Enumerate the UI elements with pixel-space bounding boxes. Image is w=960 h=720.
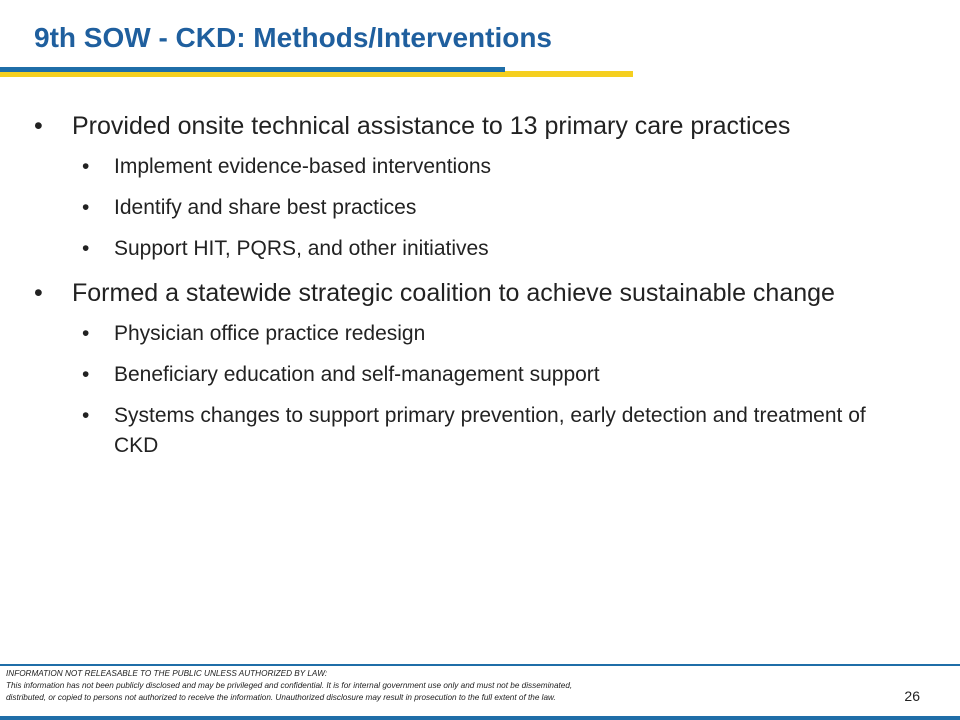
bullet-icon: •: [82, 322, 90, 345]
bullet-icon: •: [82, 404, 90, 427]
sub-bullet-item: [34, 401, 914, 461]
bullet-list: [34, 108, 914, 472]
sub-bullet-item: [34, 193, 914, 223]
bullet-text: Formed a statewide strategic coalition to achieve sustainable change: [72, 279, 835, 307]
sub-bullet-item: [34, 152, 914, 182]
sub-bullet-text: Physician office practice redesign: [114, 322, 426, 345]
confidentiality-notice: [6, 668, 866, 704]
slide-title: 9th SOW - CKD: Methods/Interventions: [34, 22, 552, 53]
bullet-icon: •: [34, 279, 43, 307]
notice-line: This information has not been publicly disclosed and may be privileged and confidential. It is for internal government use only and must not be disseminated,: [6, 681, 573, 690]
notice-line: INFORMATION NOT RELEASABLE TO THE PUBLIC UNLESS AUTHORIZED BY LAW:: [6, 669, 328, 678]
footer-bottom-bar: [0, 716, 960, 720]
sub-bullet-text: Systems changes to support primary prevention, early detection and treatment of CKD: [114, 404, 866, 457]
bullet-item: [34, 108, 914, 144]
page-number: 26: [904, 688, 920, 704]
bullet-icon: •: [82, 363, 90, 386]
sub-bullet-text: Identify and share best practices: [114, 196, 417, 219]
bullet-icon: •: [82, 237, 90, 260]
sub-bullet-text: Support HIT, PQRS, and other initiatives: [114, 237, 489, 260]
bullet-text: Provided onsite technical assistance to 13 primary care practices: [72, 112, 791, 140]
sub-bullet-text: Beneficiary education and self-management support: [114, 363, 600, 386]
title-underline-blue: [0, 67, 505, 72]
bullet-icon: •: [34, 112, 43, 140]
sub-bullet-item: [34, 360, 914, 390]
bullet-item: [34, 275, 914, 311]
bullet-icon: •: [82, 155, 90, 178]
sub-bullet-item: [34, 319, 914, 349]
bullet-icon: •: [82, 196, 90, 219]
sub-bullet-item: [34, 234, 914, 264]
footer-divider: [0, 664, 960, 666]
sub-bullet-text: Implement evidence-based interventions: [114, 155, 492, 178]
notice-line: distributed, or copied to persons not authorized to receive the information. Unauthorized disclosure may result in prosecution to the full extent of the law.: [6, 693, 556, 702]
